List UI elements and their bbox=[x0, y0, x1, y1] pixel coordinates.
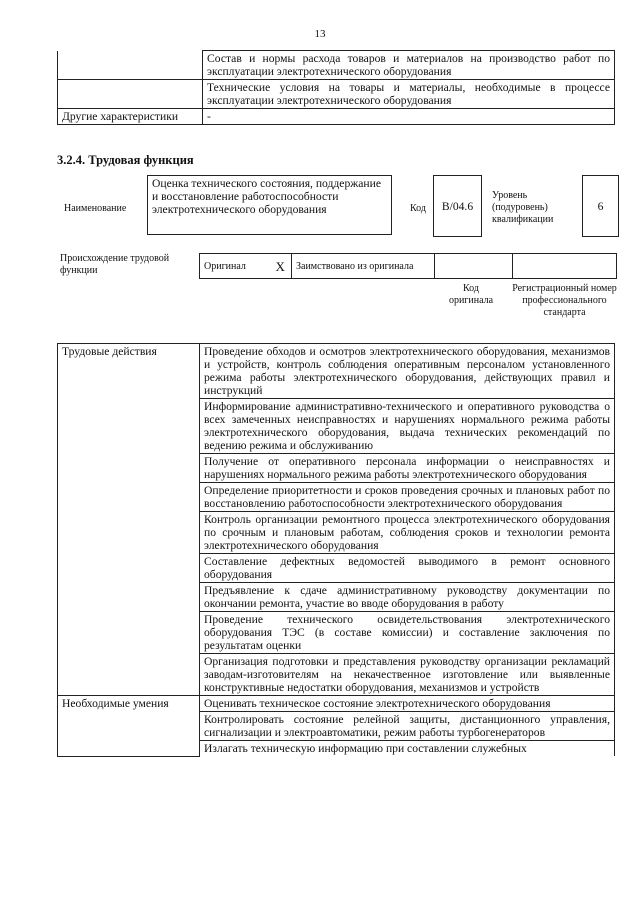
original-code-caption: Код оригинала bbox=[448, 283, 494, 306]
labor-action-item: Определение приоритетности и сроков проведения срочных и плановых работ по восстановлению работоспособности электротехнического оборудования bbox=[200, 483, 615, 512]
labor-action-item: Организация подготовки и представления руководству организации рекламаций заводам-изготовителям на некачественное изготовление или выявленные конструктивные недостатки оборудования, механизмов и устройств bbox=[200, 654, 615, 696]
origin-table bbox=[199, 253, 617, 279]
labor-action-item: Информирование административно-технического и оперативного руководства о всех замеченных неисправностях и нарушениях нормального режима работы электротехнического оборудования, выдача технических рекомендаций по ведению режима и обслуживанию bbox=[200, 399, 615, 454]
table-row bbox=[58, 109, 615, 125]
origin-label: Происхождение трудовой функции bbox=[60, 253, 170, 276]
qualification-level: 6 bbox=[597, 199, 604, 213]
original-code-cell bbox=[435, 254, 513, 279]
table-row bbox=[58, 80, 615, 109]
labor-function-table bbox=[57, 343, 615, 757]
skills-category: Необходимые умения bbox=[58, 696, 200, 757]
table-row bbox=[58, 344, 615, 399]
function-code-box bbox=[433, 175, 482, 237]
table-row bbox=[58, 51, 615, 80]
function-code: B/04.6 bbox=[441, 199, 474, 213]
skill-item: Контролировать состояние релейной защиты, дистанционного управления, сигнализации и электроавтоматики, режим работы турбогенераторов bbox=[200, 712, 615, 741]
table-cell-text: - bbox=[203, 109, 615, 125]
borrowed-label: Заимствовано из оригинала bbox=[292, 254, 435, 279]
labor-action-item: Получение от оперативного персонала информации о неисправностях и нарушениях нормального режима работы электротехнического оборудования bbox=[200, 454, 615, 483]
qualification-level-label: Уровень (подуровень) квалификации bbox=[492, 190, 554, 225]
top-characteristics-table bbox=[57, 50, 615, 125]
page-number: 13 bbox=[314, 28, 326, 40]
qualification-level-box bbox=[582, 175, 619, 237]
table-row bbox=[200, 254, 617, 279]
table-cell-text: Состав и нормы расхода товаров и материалов на производство работ по эксплуатации электротехнического оборудования bbox=[203, 51, 615, 80]
original-mark: X bbox=[270, 254, 292, 279]
function-name-box: Оценка технического состояния, поддержание и восстановление работоспособности электротехнического оборудования bbox=[147, 175, 392, 235]
reg-number-cell bbox=[513, 254, 617, 279]
labor-action-item: Предъявление к сдаче административному руководству документации по окончании ремонта, участие во вводе оборудования в работу bbox=[200, 583, 615, 612]
labor-action-item: Контроль организации ремонтного процесса электротехнического оборудования по срочным и плановым работам, соблюдения сроков и технологии ремонта электротехнического оборудования bbox=[200, 512, 615, 554]
skill-item: Излагать техническую информацию при составлении служебных bbox=[200, 741, 615, 757]
table-cell-category bbox=[58, 51, 203, 80]
reg-number-caption: Регистрационный номер профессионального стандарта bbox=[512, 283, 617, 318]
skill-item: Оценивать техническое состояние электротехнического оборудования bbox=[200, 696, 615, 712]
table-row bbox=[58, 696, 615, 712]
labor-action-item: Проведение обходов и осмотров электротехнического оборудования, механизмов и устройств, контроль соблюдения оперативным персоналом установленного режима работы электротехнического оборудования, действующих правил и инструкций bbox=[200, 344, 615, 399]
section-title: 3.2.4. Трудовая функция bbox=[57, 153, 194, 167]
labor-action-item: Проведение технического освидетельствования электротехнического оборудования ТЭС (в составе комиссии) и составление заключения по результатам оценки bbox=[200, 612, 615, 654]
table-cell-category bbox=[58, 80, 203, 109]
labor-action-item: Составление дефектных ведомостей выводимого в ремонт основного оборудования bbox=[200, 554, 615, 583]
code-label: Код bbox=[410, 203, 426, 214]
name-label: Наименование bbox=[64, 203, 127, 214]
labor-actions-category: Трудовые действия bbox=[58, 344, 200, 696]
table-cell-category: Другие характеристики bbox=[58, 109, 203, 125]
original-label: Оригинал bbox=[200, 254, 270, 279]
table-cell-text: Технические условия на товары и материалы, необходимые в процессе эксплуатации электротехнического оборудования bbox=[203, 80, 615, 109]
